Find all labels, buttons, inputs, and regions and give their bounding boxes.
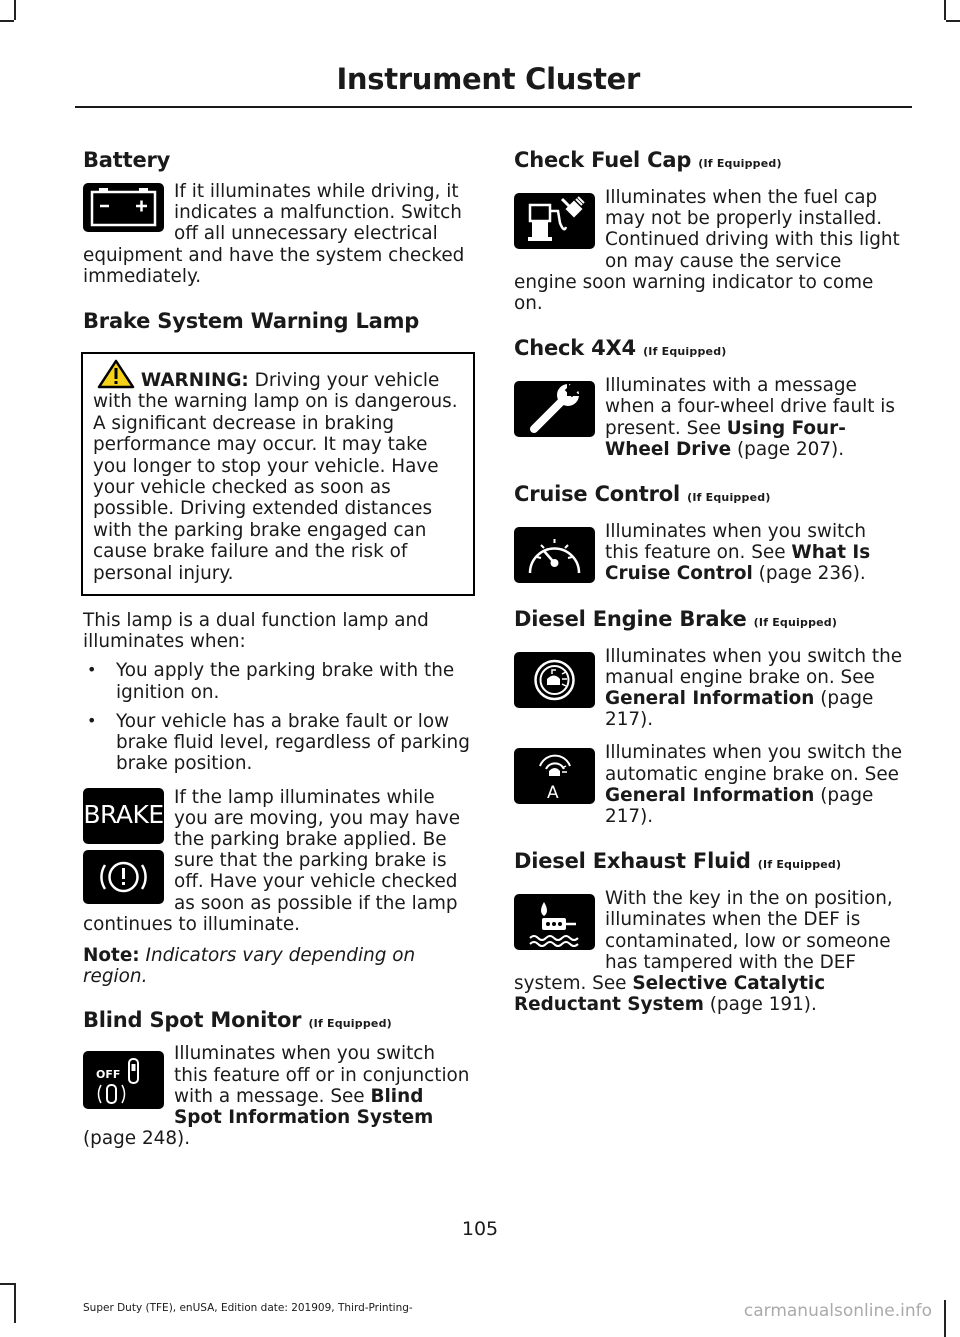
battery-text: If it illuminates while driving, it indicates a malfunction. Switch off all unnecessary electrical equipment and have the system checked immediately.: [83, 181, 465, 287]
crop-mark: [944, 1300, 946, 1337]
crop-mark: [0, 20, 14, 22]
svg-text:OFF: OFF: [96, 1068, 121, 1082]
blind-spot-heading: Blind Spot Monitor (If Equipped): [83, 1008, 392, 1033]
warning-box: [81, 352, 475, 596]
warning-label: WARNING:: [140, 370, 249, 392]
check4x4-heading: Check 4X4 (If Equipped): [514, 336, 727, 361]
brake-intro: This lamp is a dual function lamp and illuminates when:: [83, 610, 429, 653]
fuel-cap-heading: Check Fuel Cap (If Equipped): [514, 148, 782, 172]
blind-spot-section: [83, 1005, 473, 1149]
fuel-cap-text: Illuminates when the fuel cap may not be properly installed. Continued driving with this light on may cause the service engine soon warning indicator to come on.: [514, 187, 900, 315]
blind-spot-off-icon: [83, 1051, 164, 1109]
page-number: 105: [461, 1218, 499, 1240]
battery-section: [83, 145, 473, 287]
brake-warning-circle-icon: [83, 850, 164, 904]
crop-mark: [0, 1283, 14, 1285]
left-column: [83, 145, 473, 1149]
def-text: With the key in the on position, illuminates when the DEF is contaminated, low or someone has tampered with the DEF system. See Selective Catalytic Reductant System (page 191).: [514, 888, 893, 1016]
diesel-brake-section: [514, 604, 904, 828]
svg-text:A: A: [547, 783, 559, 804]
four-wheel-drive-link[interactable]: Using Four-Wheel Drive: [605, 417, 846, 460]
brake-moving-text: If the lamp illuminates while you are moving, you may have the parking brake applied. Be sure that the parking brake is off. Have your vehicle checked as soon as possible if the lamp continues to illuminate.: [83, 786, 461, 935]
check4x4-section: [514, 333, 904, 460]
manual-engine-brake-icon: [514, 652, 595, 708]
cruise-speedometer-icon: [514, 527, 595, 583]
brake-section: [83, 306, 473, 987]
bullet: •: [87, 660, 97, 680]
note: Note: Indicators vary depending on region.: [83, 944, 416, 988]
def-section: [514, 846, 904, 1015]
cruise-heading: Cruise Control (If Equipped): [514, 482, 771, 507]
list-item: • You apply the parking brake with the ignition on.: [87, 660, 455, 703]
general-info-link[interactable]: General Information: [605, 784, 815, 806]
header-rule: [75, 106, 912, 108]
warning-paragraph: [93, 370, 465, 584]
battery-icon: [83, 183, 164, 232]
crop-mark: [944, 0, 946, 20]
brake-heading: Brake System Warning Lamp: [83, 309, 420, 334]
list-item: • Your vehicle has a brake fault or low brake fluid level, regardless of parking brake position.: [87, 710, 470, 775]
warning-triangle-icon: [97, 359, 135, 389]
diesel-brake-heading: Diesel Engine Brake (If Equipped): [514, 606, 838, 631]
def-heading: Diesel Exhaust Fluid (If Equipped): [514, 849, 842, 874]
crop-mark: [14, 0, 16, 20]
blind-spot-link[interactable]: Blind Spot Information System: [174, 1085, 434, 1128]
automatic-engine-brake-icon: [514, 748, 595, 804]
fuel-cap-icon: [514, 193, 595, 249]
cruise-text: Illuminates when you switch this feature on. See What Is Cruise Control (page 236).: [605, 521, 871, 585]
fuel-cap-section: [514, 145, 904, 314]
auto-brake-text: Illuminates when you switch the automatic engine brake on. See General Information (page 217).: [605, 742, 903, 828]
page-title: Instrument Cluster: [336, 62, 640, 96]
check4x4-text: Illuminates with a message when a four-wheel drive fault is present. See Using Four-Wheel Drive (page 207).: [605, 375, 895, 460]
blind-spot-text: Illuminates when you switch this feature off or in conjunction with a message. See Blind Spot Information System (page 248).: [83, 1043, 470, 1150]
warning-text: Driving your vehicle with the warning lamp on is dangerous. A significant decrease in braking performance may occur. It may take you longer to stop your vehicle. Have your vehicle checked as soon as possible. Driving extended distances with the parking brake engaged can cause brake failure and the risk of personal injury.: [93, 370, 458, 584]
general-info-link[interactable]: General Information: [605, 688, 815, 710]
right-column: [514, 145, 904, 1015]
brake-text-icon: BRAKE: [83, 788, 164, 844]
cruise-section: [514, 479, 904, 585]
crop-mark: [946, 20, 960, 22]
cruise-link[interactable]: What Is Cruise Control: [605, 542, 871, 585]
manual-brake-text: Illuminates when you switch the manual engine brake on. See General Information (page 217).: [605, 645, 903, 731]
battery-heading: Battery: [83, 148, 171, 172]
bullet: •: [87, 710, 97, 730]
crop-mark: [14, 1283, 16, 1323]
footer-text: Super Duty (TFE), enUSA, Edition date: 201909, Third-Printing-: [83, 1302, 413, 1314]
wrench-icon: [514, 381, 595, 437]
def-fluid-icon: [514, 894, 595, 950]
watermark: carmanualsonline.info: [743, 1301, 932, 1321]
scr-link[interactable]: Selective Catalytic Reductant System: [514, 973, 826, 1016]
